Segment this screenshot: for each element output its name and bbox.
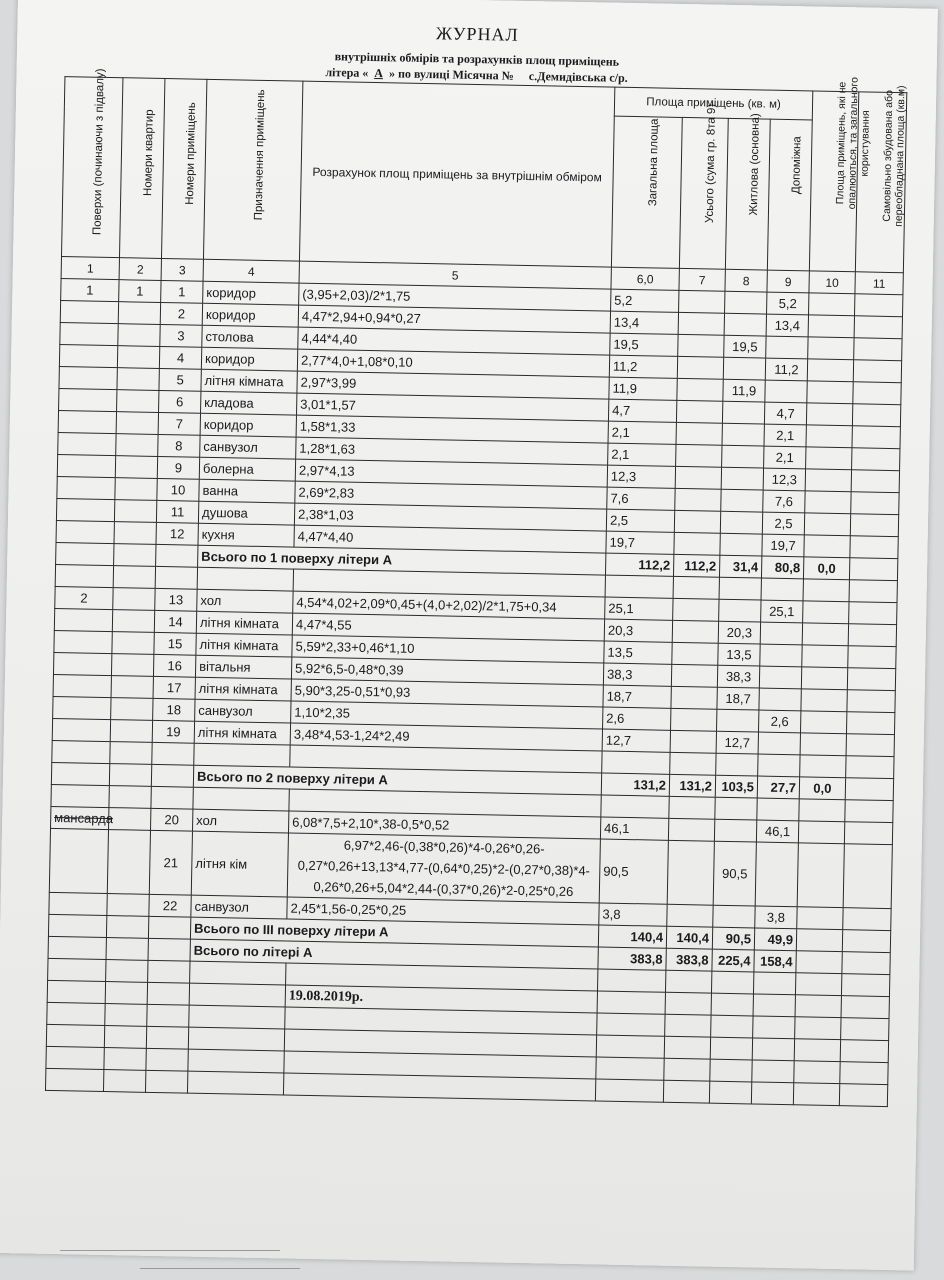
sum-cell — [677, 378, 723, 401]
auxiliary-area-cell — [759, 666, 801, 689]
auxiliary-area-cell: 2,6 — [758, 710, 800, 733]
colnum: 4 — [203, 259, 299, 283]
room-number-cell: 15 — [154, 632, 196, 655]
auxiliary-area-cell: 3,8 — [755, 906, 797, 929]
unauthorized-cell — [843, 844, 892, 909]
grand-total-label: Всього по літері А — [190, 939, 598, 969]
col-sum-header: Усього (сума гр. 8та 9) — [679, 117, 728, 269]
room-purpose-cell: хол — [197, 589, 293, 613]
summary-label: Всього по III поверху літери А — [190, 917, 598, 947]
floor-cell: 1 — [61, 279, 119, 302]
unauthorized-cell — [848, 624, 896, 647]
colnum: 11 — [855, 272, 903, 295]
sum-cell — [674, 532, 720, 555]
auxiliary-area-cell: 11,2 — [765, 358, 807, 381]
unauthorized-cell — [850, 514, 898, 537]
apartment-cell — [111, 698, 153, 721]
living-area-cell: 90,5 — [713, 841, 756, 906]
apartment-cell: 1 — [119, 280, 161, 303]
summary-label: Всього по 1 поверху літери А — [198, 545, 606, 575]
unheated-cell — [797, 907, 843, 930]
floor-cell — [60, 323, 118, 346]
calculation-cell: 4,44*4,40 — [298, 327, 610, 355]
floor-cell — [58, 433, 116, 456]
room-purpose-cell: вітальня — [195, 655, 291, 679]
unheated-cell — [808, 315, 854, 338]
room-number-cell: 7 — [158, 412, 200, 435]
summary-unheated: 0,0 — [803, 557, 849, 580]
calculation-cell: 5,92*6,5-0,48*0,39 — [291, 657, 603, 685]
living-area-cell: 19,5 — [724, 335, 766, 358]
room-number-cell: 1 — [161, 280, 203, 303]
room-number-cell: 20 — [150, 808, 192, 831]
colnum: 2 — [119, 258, 161, 281]
total-area-cell: 3,8 — [599, 903, 667, 926]
unheated-cell — [797, 843, 844, 908]
floor-cell — [60, 301, 118, 324]
calculation-cell: 1,10*2,35 — [291, 701, 603, 729]
apartment-cell — [111, 654, 153, 677]
col-calculation-header: Розрахунок площ приміщень за внутрішнім обміром — [299, 81, 614, 267]
room-number-cell: 21 — [149, 830, 192, 895]
sum-cell — [671, 686, 717, 709]
room-number-cell: 16 — [153, 654, 195, 677]
apartment-cell — [109, 808, 151, 831]
sum-cell — [667, 904, 713, 927]
room-purpose-cell: коридор — [202, 303, 298, 327]
total-area-cell: 46,1 — [600, 817, 668, 840]
summary-sum: 131,2 — [669, 774, 715, 797]
living-area-cell — [722, 401, 764, 424]
living-area-cell — [721, 467, 763, 490]
calculation-cell: 4,47*2,94+0,94*0,27 — [298, 305, 610, 333]
room-purpose-cell: санвузол — [200, 435, 296, 459]
calculation-cell: 3,01*1,57 — [296, 393, 608, 421]
sum-cell — [676, 444, 722, 467]
total-area-cell: 18,7 — [603, 685, 671, 708]
auxiliary-area-cell — [759, 688, 801, 711]
floor-cell — [54, 608, 112, 631]
room-purpose-cell: літня кім — [191, 831, 288, 897]
living-area-cell: 13,5 — [718, 643, 760, 666]
living-area-cell: 18,7 — [717, 687, 759, 710]
room-number-cell: 6 — [159, 390, 201, 413]
sum-cell — [673, 598, 719, 621]
unauthorized-cell — [854, 316, 902, 339]
floor-cell — [49, 828, 108, 893]
journal-title: ЖУРНАЛ — [435, 23, 519, 45]
total-area-cell: 5,2 — [611, 289, 679, 312]
room-number-cell: 17 — [153, 676, 195, 699]
calculation-cell: 4,47*4,40 — [294, 525, 606, 553]
auxiliary-area-cell — [758, 732, 800, 755]
auxiliary-area-cell: 5,2 — [767, 292, 809, 315]
unheated-cell — [800, 711, 846, 734]
location-text: с.Демидівська с/р. — [528, 68, 628, 85]
unauthorized-cell — [847, 668, 895, 691]
calculation-cell: 5,90*3,25-0,51*0,93 — [291, 679, 603, 707]
calculation-cell: 3,48*4,53-1,24*2,49 — [290, 723, 602, 751]
unauthorized-cell — [855, 294, 903, 317]
apartment-cell — [117, 390, 159, 413]
unauthorized-cell — [848, 646, 896, 669]
letter-value: А — [374, 66, 384, 81]
room-purpose-cell: літня кімната — [195, 677, 291, 701]
apartment-cell — [107, 830, 150, 895]
auxiliary-area-cell — [765, 380, 807, 403]
room-purpose-cell: душова — [198, 501, 294, 525]
room-purpose-cell: ванна — [199, 479, 295, 503]
floor-cell — [56, 521, 114, 544]
auxiliary-area-cell: 46,1 — [756, 820, 798, 843]
summary-auxiliary: 80,8 — [761, 556, 803, 579]
unheated-cell — [808, 337, 854, 360]
total-area-cell: 12,3 — [607, 465, 675, 488]
total-area-cell: 90,5 — [599, 839, 668, 904]
room-purpose-cell: болерна — [199, 457, 295, 481]
room-number-cell: 5 — [159, 368, 201, 391]
total-area-cell: 12,7 — [602, 729, 670, 752]
street-text: » по вулиці Місячна № — [388, 66, 514, 83]
sum-cell — [671, 664, 717, 687]
apartment-cell — [114, 522, 156, 545]
colnum: 5 — [299, 261, 611, 289]
grand-total-auxiliary: 158,4 — [754, 950, 796, 973]
room-number-cell: 4 — [159, 346, 201, 369]
living-area-cell — [720, 533, 762, 556]
summary-total: 140,4 — [598, 925, 666, 948]
summary-living: 103,5 — [715, 775, 757, 798]
floor-cell — [52, 718, 110, 741]
unheated-cell — [806, 425, 852, 448]
living-area-cell — [714, 819, 756, 842]
auxiliary-area-cell: 2,5 — [762, 512, 804, 535]
unheated-cell — [801, 689, 847, 712]
col-unheated-header: Площа приміщень, які не опалюються, та загального користування — [809, 91, 858, 272]
grand-total-area: 383,8 — [598, 947, 666, 970]
grand-total-sum: 383,8 — [666, 948, 712, 971]
unauthorized-cell — [853, 382, 901, 405]
summary-living: 31,4 — [719, 555, 761, 578]
floor2-rows — [52, 586, 897, 756]
unauthorized-cell — [846, 712, 894, 735]
summary-auxiliary: 49,9 — [754, 928, 796, 951]
floor-cell — [59, 345, 117, 368]
summary-label: Всього по 2 поверху літери А — [193, 765, 601, 795]
room-number-cell: 22 — [149, 894, 191, 917]
unheated-cell — [807, 381, 853, 404]
total-area-cell: 11,9 — [609, 377, 677, 400]
calculation-cell: 2,69*2,83 — [295, 481, 607, 509]
auxiliary-area-cell: 2,1 — [764, 424, 806, 447]
total-area-cell: 2,1 — [608, 421, 676, 444]
unauthorized-cell — [844, 822, 892, 845]
room-purpose-cell: коридор — [203, 281, 299, 305]
auxiliary-area-cell: 19,7 — [762, 534, 804, 557]
col-total-area-header: Загальна площа — [611, 116, 682, 268]
room-purpose-cell: кухня — [198, 523, 294, 547]
room-number-cell: 14 — [154, 610, 196, 633]
apartment-cell — [118, 302, 160, 325]
living-area-cell — [721, 489, 763, 512]
sum-cell — [668, 818, 714, 841]
unauthorized-cell — [851, 492, 899, 515]
unheated-cell — [804, 513, 850, 536]
room-purpose-cell: санвузол — [191, 895, 287, 919]
apartment-cell — [116, 434, 158, 457]
sum-cell — [678, 312, 724, 335]
colnum: 9 — [767, 270, 809, 293]
sum-cell — [675, 466, 721, 489]
room-purpose-cell: кладова — [201, 391, 297, 415]
apartment-cell — [117, 368, 159, 391]
calculation-cell: 4,47*4,55 — [292, 613, 604, 641]
total-area-cell: 2,1 — [608, 443, 676, 466]
living-area-cell — [724, 313, 766, 336]
colnum: 6,0 — [611, 267, 679, 290]
unauthorized-cell — [851, 470, 899, 493]
unheated-cell — [806, 403, 852, 426]
total-area-cell: 2,5 — [606, 509, 674, 532]
colnum: 8 — [725, 269, 767, 292]
total-area-cell: 7,6 — [607, 487, 675, 510]
total-area-cell: 2,6 — [603, 707, 671, 730]
col-unauthorized-header: Самовільно збудована або переобладнана площа (кв.м) — [855, 92, 906, 273]
living-area-cell — [722, 423, 764, 446]
total-area-cell: 19,5 — [610, 333, 678, 356]
auxiliary-area-cell: 25,1 — [761, 600, 803, 623]
total-area-cell: 25,1 — [605, 597, 673, 620]
room-purpose-cell: літня кімната — [194, 721, 290, 745]
unheated-cell — [809, 293, 855, 316]
apartment-cell — [112, 632, 154, 655]
floor-cell: 2 — [55, 586, 113, 609]
unauthorized-cell — [849, 602, 897, 625]
calculation-cell: 1,28*1,63 — [296, 437, 608, 465]
col-auxiliary-header: Допоміжна — [767, 119, 812, 271]
auxiliary-area-cell — [760, 644, 802, 667]
auxiliary-area-cell: 4,7 — [764, 402, 806, 425]
sum-cell — [670, 730, 716, 753]
col-purpose-header: Призначення приміщень — [203, 79, 302, 261]
auxiliary-area-cell — [755, 842, 798, 907]
living-area-cell: 12,7 — [716, 731, 758, 754]
apartment-cell — [112, 610, 154, 633]
floor-cell — [56, 499, 114, 522]
calculation-cell: 2,45*1,56-0,25*0,25 — [287, 897, 599, 925]
floor-cell — [57, 477, 115, 500]
room-number-cell: 19 — [152, 720, 194, 743]
room-number-cell: 13 — [155, 588, 197, 611]
room-purpose-cell: санвузол — [195, 699, 291, 723]
floor-cell — [57, 455, 115, 478]
room-purpose-cell: коридор — [200, 413, 296, 437]
room-number-cell: 10 — [157, 478, 199, 501]
room-number-cell: 11 — [156, 500, 198, 523]
calculation-cell: 4,54*4,02+2,09*0,45+(4,0+2,02)/2*1,75+0,34 — [293, 591, 605, 619]
sum-cell — [674, 510, 720, 533]
sum-cell — [676, 422, 722, 445]
colnum: 1 — [61, 257, 119, 280]
colnum: 3 — [161, 258, 203, 281]
floor-cell — [53, 652, 111, 675]
unheated-cell — [800, 733, 846, 756]
unheated-cell — [804, 535, 850, 558]
unauthorized-cell — [852, 448, 900, 471]
unauthorized-cell — [847, 690, 895, 713]
total-area-cell: 19,7 — [606, 531, 674, 554]
room-number-cell: 9 — [157, 456, 199, 479]
apartment-cell — [114, 500, 156, 523]
auxiliary-area-cell: 2,1 — [764, 446, 806, 469]
floor-cell — [53, 674, 111, 697]
room-purpose-cell: літня кімната — [201, 369, 297, 393]
living-area-cell — [722, 445, 764, 468]
room-number-cell: 18 — [153, 698, 195, 721]
sum-cell — [672, 620, 718, 643]
calculation-cell: 2,97*4,13 — [295, 459, 607, 487]
unauthorized-cell — [852, 426, 900, 449]
calculation-cell: 2,77*4,0+1,08*0,10 — [297, 349, 609, 377]
floor1-rows — [56, 279, 903, 559]
unheated-cell — [805, 491, 851, 514]
room-purpose-cell: столова — [202, 325, 298, 349]
room-number-cell: 12 — [156, 522, 198, 545]
col-living-header: Житлова (основна) — [725, 118, 770, 270]
calculation-cell: 2,38*1,03 — [294, 503, 606, 531]
unheated-cell — [806, 447, 852, 470]
unauthorized-cell — [846, 734, 894, 757]
total-area-cell: 38,3 — [603, 663, 671, 686]
unauthorized-cell — [854, 338, 902, 361]
unheated-cell — [803, 601, 849, 624]
calculation-cell: 1,58*1,33 — [296, 415, 608, 443]
auxiliary-area-cell: 13,4 — [766, 314, 808, 337]
floor-cell — [49, 892, 107, 915]
sum-cell — [671, 708, 717, 731]
sum-cell — [678, 334, 724, 357]
auxiliary-area-cell — [766, 336, 808, 359]
sum-cell — [679, 290, 725, 313]
apartment-cell — [115, 456, 157, 479]
room-purpose-cell: літня кімната — [196, 611, 292, 635]
unheated-cell — [807, 359, 853, 382]
summary-living: 90,5 — [712, 927, 754, 950]
living-area-cell — [725, 291, 767, 314]
apartment-cell — [113, 588, 155, 611]
sum-cell — [677, 356, 723, 379]
unheated-cell — [802, 645, 848, 668]
living-area-cell — [720, 511, 762, 534]
summary-auxiliary: 27,7 — [757, 776, 799, 799]
grand-total-living: 225,4 — [712, 949, 754, 972]
calculation-cell: 6,97*2,46-(0,38*0,26)*4-0,26*0,26-0,27*0,26+13,13*4,77-(0,64*0,25)*2-(0,27*0,38)*4-0,26*0,26+5,04*2,44-(0,37*0,26)*2-0,25*0,26 — [287, 833, 600, 903]
unheated-cell — [798, 821, 844, 844]
summary-total: 131,2 — [601, 773, 669, 796]
living-area-cell — [717, 709, 759, 732]
summary-sum: 140,4 — [666, 926, 712, 949]
calculation-cell: (3,95+2,03)/2*1,75 — [299, 283, 611, 311]
room-number-cell: 2 — [160, 302, 202, 325]
unauthorized-cell — [850, 536, 898, 559]
living-area-cell — [713, 905, 755, 928]
apartment-cell — [115, 478, 157, 501]
floor-cell: мансарда — [51, 806, 109, 829]
calculation-cell: 5,59*2,33+0,46*1,10 — [292, 635, 604, 663]
document-date: 19.08.2019р. — [285, 985, 597, 1013]
auxiliary-area-cell — [760, 622, 802, 645]
room-number-cell: 3 — [160, 324, 202, 347]
unauthorized-cell — [843, 908, 891, 931]
floor-cell — [58, 411, 116, 434]
summary-sum: 112,2 — [673, 554, 719, 577]
journal-subtitle: внутрішніх обмірів та розрахунків площ приміщень — [334, 49, 620, 69]
living-area-cell — [719, 599, 761, 622]
auxiliary-area-cell: 12,3 — [763, 468, 805, 491]
floor-cell — [59, 389, 117, 412]
apartment-cell — [107, 894, 149, 917]
floor-cell — [59, 367, 117, 390]
sum-cell — [667, 840, 714, 905]
summary-unheated: 0,0 — [799, 777, 845, 800]
apartment-cell — [111, 676, 153, 699]
apartment-cell — [117, 346, 159, 369]
sum-cell — [675, 488, 721, 511]
living-area-cell: 38,3 — [717, 665, 759, 688]
living-area-cell: 11,9 — [723, 379, 765, 402]
col-floors-header: Поверхи (починаючи з підвалу) — [61, 77, 122, 258]
total-area-cell: 13,5 — [604, 641, 672, 664]
apartment-cell — [110, 720, 152, 743]
calculation-cell: 6,08*7,5+2,10*,38-0,5*0,52 — [288, 811, 600, 839]
unauthorized-cell — [852, 404, 900, 427]
room-purpose-cell: коридор — [201, 347, 297, 371]
total-area-cell: 20,3 — [604, 619, 672, 642]
floor3-rows — [49, 806, 893, 930]
letter-prefix: літера « — [325, 65, 369, 80]
room-purpose-cell: літня кімната — [196, 633, 292, 657]
colnum: 7 — [679, 268, 725, 291]
unheated-cell — [801, 667, 847, 690]
area-group-header: Площа приміщень (кв. м) — [614, 87, 813, 120]
apartment-cell — [118, 324, 160, 347]
unheated-cell — [805, 469, 851, 492]
summary-total: 112,2 — [605, 553, 673, 576]
floor-cell — [54, 630, 112, 653]
living-area-cell — [723, 357, 765, 380]
unheated-cell — [802, 623, 848, 646]
sum-cell — [676, 400, 722, 423]
auxiliary-area-cell: 7,6 — [763, 490, 805, 513]
room-number-cell: 8 — [158, 434, 200, 457]
calculation-cell: 2,97*3,99 — [297, 371, 609, 399]
total-area-cell: 4,7 — [608, 399, 676, 422]
col-room-numbers-header: Номери приміщень — [161, 79, 206, 260]
total-area-cell: 13,4 — [610, 311, 678, 334]
unauthorized-cell — [853, 360, 901, 383]
total-area-cell: 11,2 — [609, 355, 677, 378]
colnum: 10 — [809, 271, 855, 294]
col-apartments-header: Номери квартир — [119, 78, 164, 259]
apartment-cell — [116, 412, 158, 435]
room-purpose-cell: хол — [192, 809, 288, 833]
floor-cell — [53, 696, 111, 719]
sum-cell — [672, 642, 718, 665]
living-area-cell: 20,3 — [718, 621, 760, 644]
